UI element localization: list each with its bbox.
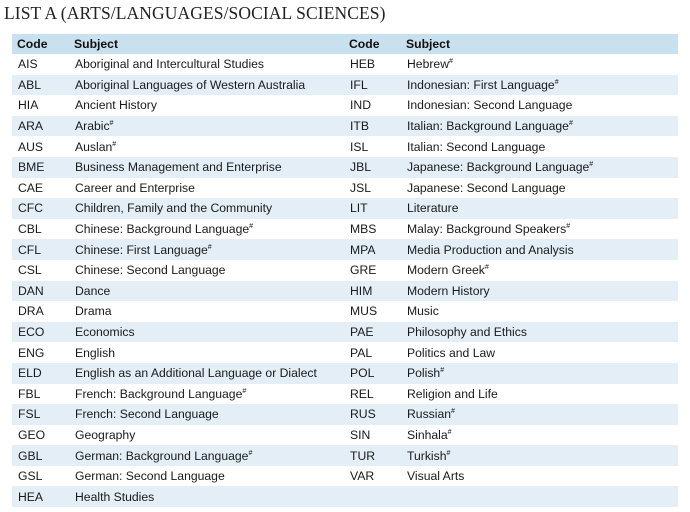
table-row bbox=[12, 384, 678, 405]
subject-cell: Children, Family and the Community bbox=[69, 198, 344, 219]
subject-cell: German: Second Language bbox=[75, 469, 225, 484]
code-cell: ITB bbox=[344, 116, 401, 137]
subject-cell: Turkish# bbox=[401, 445, 678, 466]
footnote-marker: # bbox=[249, 222, 254, 230]
subject-cell: English as an Additional Language or Dialect bbox=[69, 363, 344, 384]
table-row bbox=[12, 157, 678, 178]
subject-cell: Modern History bbox=[401, 281, 678, 302]
footnote-marker: # bbox=[112, 140, 117, 148]
code-cell: ENG bbox=[18, 345, 45, 360]
table-row bbox=[12, 425, 678, 446]
subject-cell: Literature bbox=[401, 198, 678, 219]
column-header-code: Code bbox=[12, 34, 69, 54]
code-cell: VAR bbox=[350, 469, 375, 484]
table-row bbox=[12, 219, 678, 240]
table-row bbox=[12, 260, 678, 281]
footnote-marker: # bbox=[109, 120, 114, 128]
subject-cell: Russian# bbox=[401, 404, 678, 425]
code-cell: CAE bbox=[18, 180, 44, 195]
table-row bbox=[12, 322, 678, 343]
subject-cell: Italian: Background Language# bbox=[401, 116, 678, 137]
subject-cell: French: Background Language# bbox=[75, 386, 247, 401]
subject-cell: Aboriginal Languages of Western Australia bbox=[69, 75, 344, 96]
subject-cell: Malay: Background Speakers# bbox=[407, 222, 571, 237]
subject-cell: Polish# bbox=[401, 363, 678, 384]
code-cell: BME bbox=[12, 157, 69, 178]
table-header-row bbox=[12, 34, 678, 54]
subject-cell: Chinese: Background Language# bbox=[75, 222, 254, 237]
code-cell: RUS bbox=[344, 404, 401, 425]
table-row bbox=[12, 342, 678, 363]
table-row bbox=[12, 136, 678, 157]
subject-cell: Politics and Law bbox=[407, 345, 496, 360]
subject-cell: Chinese: First Language# bbox=[69, 239, 344, 260]
code-cell: MPA bbox=[344, 239, 401, 260]
code-cell: GSL bbox=[18, 469, 43, 484]
footnote-marker: # bbox=[446, 449, 451, 457]
code-cell: AIS bbox=[18, 57, 38, 72]
subject-cell: Business Management and Enterprise bbox=[69, 157, 344, 178]
table-row bbox=[12, 116, 678, 137]
footnote-marker: # bbox=[484, 264, 489, 272]
footnote-marker: # bbox=[566, 222, 571, 230]
code-cell: SIN bbox=[350, 427, 371, 442]
code-cell: MUS bbox=[350, 304, 378, 319]
code-cell: HEA bbox=[12, 486, 69, 507]
footnote-marker: # bbox=[449, 58, 453, 66]
code-cell: ELD bbox=[12, 363, 69, 384]
code-cell: CFC bbox=[12, 198, 69, 219]
code-cell: CSL bbox=[18, 263, 42, 278]
code-cell: ISL bbox=[350, 139, 369, 154]
subject-cell: Economics bbox=[69, 322, 344, 343]
footnote-marker: # bbox=[242, 387, 247, 395]
subject-cell: Geography bbox=[75, 427, 136, 442]
subject-cell: French: Second Language bbox=[69, 404, 344, 425]
table-row bbox=[12, 178, 678, 199]
subject-cell: Japanese: Background Language# bbox=[401, 157, 678, 178]
subject-cell: Modern Greek# bbox=[407, 263, 489, 278]
code-cell: ABL bbox=[12, 75, 69, 96]
table-row bbox=[12, 281, 678, 302]
code-cell: JSL bbox=[350, 180, 372, 195]
subject-cell: Aboriginal and Intercultural Studies bbox=[75, 57, 265, 72]
code-cell: REL bbox=[350, 386, 374, 401]
subject-cell: Music bbox=[407, 304, 439, 319]
subject-cell: Arabic# bbox=[69, 116, 344, 137]
code-cell: TUR bbox=[344, 445, 401, 466]
table-row bbox=[12, 75, 678, 96]
subject-cell: Chinese: Second Language bbox=[75, 263, 226, 278]
subject-cell: Media Production and Analysis bbox=[401, 239, 678, 260]
code-cell: HIA bbox=[18, 98, 39, 113]
footnote-marker: # bbox=[589, 161, 594, 169]
code-cell: CFL bbox=[12, 239, 69, 260]
table-row bbox=[12, 486, 678, 507]
code-cell: HEB bbox=[350, 57, 376, 72]
column-header-subject: Subject bbox=[401, 34, 678, 54]
subject-cell bbox=[401, 486, 678, 507]
subject-cell: German: Background Language# bbox=[69, 445, 344, 466]
table-row bbox=[12, 363, 678, 384]
column-header-code: Code bbox=[344, 34, 401, 54]
subject-cell: Dance bbox=[69, 281, 344, 302]
table-row bbox=[12, 404, 678, 425]
subject-cell: Visual Arts bbox=[407, 469, 465, 484]
subject-cell: Indonesian: Second Language bbox=[407, 98, 573, 113]
code-cell: HIM bbox=[344, 281, 401, 302]
code-cell bbox=[344, 486, 401, 507]
table-row bbox=[12, 239, 678, 260]
column-header-subject: Subject bbox=[69, 34, 344, 54]
code-cell: PAE bbox=[344, 322, 401, 343]
subject-table bbox=[12, 34, 678, 507]
code-cell: POL bbox=[344, 363, 401, 384]
footnote-marker: # bbox=[248, 449, 253, 457]
footnote-marker: # bbox=[447, 428, 452, 436]
subject-cell: Drama bbox=[75, 304, 112, 319]
code-cell: GBL bbox=[12, 445, 69, 466]
subject-cell: Career and Enterprise bbox=[75, 180, 195, 195]
subject-cell: Philosophy and Ethics bbox=[401, 322, 678, 343]
code-cell: PAL bbox=[350, 345, 373, 360]
subject-cell: Sinhala# bbox=[407, 427, 452, 442]
code-cell: DRA bbox=[18, 304, 44, 319]
subject-cell: Hebrew# bbox=[407, 57, 453, 72]
footnote-marker: # bbox=[207, 243, 212, 251]
code-cell: FSL bbox=[12, 404, 69, 425]
code-cell: JBL bbox=[344, 157, 401, 178]
code-cell: DAN bbox=[12, 281, 69, 302]
code-cell: IND bbox=[350, 98, 371, 113]
table-row bbox=[12, 198, 678, 219]
code-cell: GRE bbox=[350, 263, 377, 278]
subject-cell: Indonesian: First Language# bbox=[401, 75, 678, 96]
table-row bbox=[12, 466, 678, 487]
code-cell: AUS bbox=[18, 139, 44, 154]
subject-cell: Japanese: Second Language bbox=[407, 180, 566, 195]
table-row bbox=[12, 445, 678, 466]
footnote-marker: # bbox=[451, 408, 455, 416]
subject-cell: Ancient History bbox=[75, 98, 157, 113]
code-cell: GEO bbox=[18, 427, 46, 442]
code-cell: ARA bbox=[12, 116, 69, 137]
code-cell: FBL bbox=[18, 386, 41, 401]
table-row bbox=[12, 95, 678, 116]
footnote-marker: # bbox=[554, 78, 559, 86]
subject-cell: Health Studies bbox=[69, 486, 344, 507]
code-cell: ECO bbox=[12, 322, 69, 343]
code-cell: IFL bbox=[344, 75, 401, 96]
page-title: LIST A (ARTS/LANGUAGES/SOCIAL SCIENCES) bbox=[4, 3, 386, 23]
subject-cell: English bbox=[75, 345, 115, 360]
code-cell: CBL bbox=[18, 222, 42, 237]
footnote-marker: # bbox=[440, 367, 445, 375]
subject-cell: Italian: Second Language bbox=[407, 139, 546, 154]
subject-cell: Auslan# bbox=[75, 139, 117, 154]
table-row bbox=[12, 301, 678, 322]
table-row bbox=[12, 54, 678, 75]
subject-cell: Religion and Life bbox=[407, 386, 498, 401]
code-cell: MBS bbox=[350, 222, 377, 237]
code-cell: LIT bbox=[344, 198, 401, 219]
footnote-marker: # bbox=[568, 120, 573, 128]
